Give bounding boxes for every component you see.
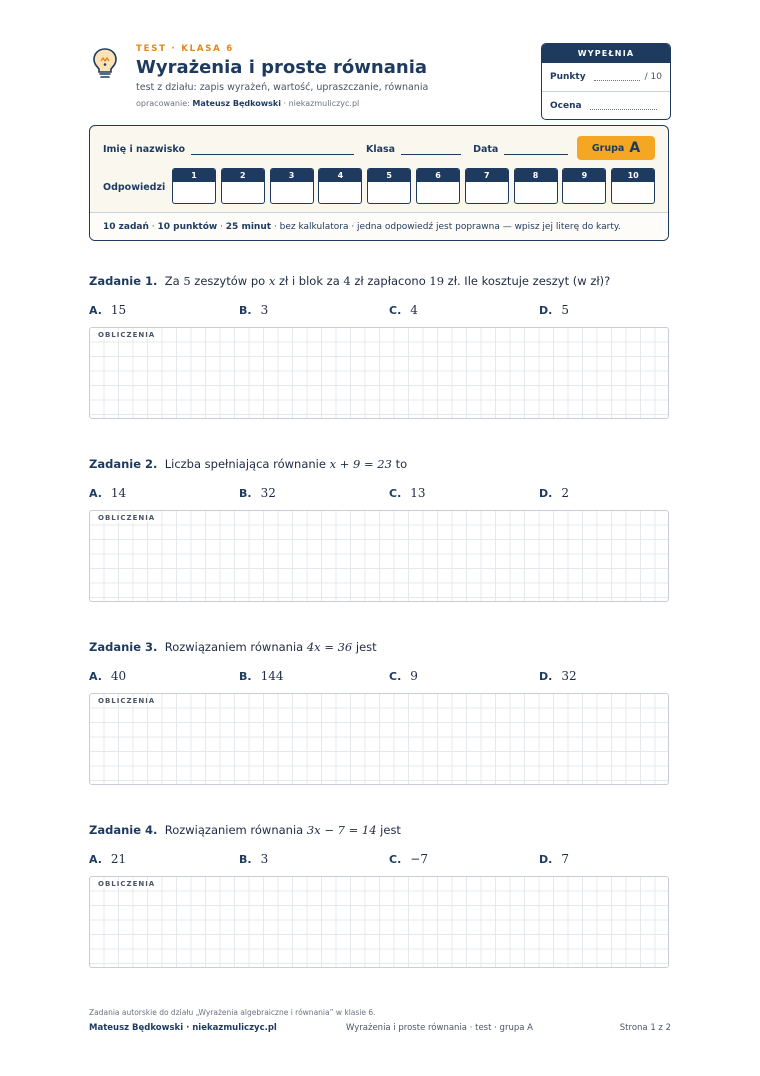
group-badge <box>577 136 655 160</box>
task-question <box>89 638 669 656</box>
calculation-label: OBLICZENIA <box>98 880 156 888</box>
page-title: Wyrażenia i proste równania <box>136 57 428 78</box>
answer-box-number: 1 <box>173 169 215 182</box>
answer-option[interactable] <box>539 301 569 320</box>
answer-option[interactable] <box>239 484 276 503</box>
question-text: jest <box>352 640 377 654</box>
answer-option[interactable] <box>389 484 426 503</box>
option-letter: B. <box>239 670 252 683</box>
option-value: 144 <box>260 669 284 683</box>
option-letter: A. <box>89 304 102 317</box>
points-label: Punkty <box>550 72 586 82</box>
answer-option[interactable] <box>89 850 126 869</box>
date-field[interactable] <box>504 145 568 155</box>
calculation-area[interactable] <box>89 876 669 968</box>
option-letter: A. <box>89 487 102 500</box>
teacher-box-heading: WYPEŁNIA NAUCZYCIEL <box>542 44 670 63</box>
option-value: 14 <box>110 486 127 500</box>
task-question <box>89 821 669 839</box>
answer-option[interactable] <box>89 667 126 686</box>
answer-box[interactable] <box>367 168 411 204</box>
answer-option[interactable] <box>239 301 268 320</box>
math-expression: 4 <box>343 274 351 288</box>
header <box>136 44 428 108</box>
answer-box-number: 10 <box>612 169 654 182</box>
calculation-area[interactable] <box>89 693 669 785</box>
credit-line <box>136 99 428 108</box>
info-time: 25 minut <box>225 222 272 232</box>
credit-author: Mateusz Będkowski <box>192 99 281 108</box>
task-question <box>89 455 669 473</box>
answer-box-number: 7 <box>466 169 508 182</box>
option-letter: C. <box>389 304 402 317</box>
student-info-row <box>103 144 580 155</box>
math-expression: 3x − 7 = 14 <box>306 823 377 837</box>
calculation-label: OBLICZENIA <box>98 331 156 339</box>
answer-options <box>89 667 669 685</box>
answer-options <box>89 850 669 868</box>
student-card <box>89 125 669 241</box>
info-rest: · bez kalkulatora · jedna odpowiedź jest poprawna — wpisz jej literę do karty. <box>273 222 621 232</box>
answer-box-number: 9 <box>563 169 605 182</box>
question-text: jest <box>376 823 401 837</box>
option-value: 9 <box>410 669 418 683</box>
answer-box[interactable] <box>172 168 216 204</box>
math-expression: x <box>268 274 276 288</box>
info-tasks: 10 zadań <box>103 222 149 232</box>
task-number: Zadanie 4. <box>89 823 158 837</box>
date-label: Data <box>473 144 499 155</box>
class-field[interactable] <box>401 145 461 155</box>
calculation-label: OBLICZENIA <box>98 697 156 705</box>
option-letter: C. <box>389 853 402 866</box>
group-label: Grupa <box>591 142 625 154</box>
answer-options <box>89 301 669 319</box>
answer-box[interactable] <box>611 168 655 204</box>
answer-option[interactable] <box>239 850 268 869</box>
option-letter: C. <box>389 487 402 500</box>
option-value: 15 <box>110 303 127 317</box>
option-letter: D. <box>539 670 553 683</box>
option-value: 5 <box>561 303 569 317</box>
credit-prefix: opracowanie: <box>136 99 190 108</box>
option-letter: B. <box>239 853 252 866</box>
option-value: 21 <box>110 852 127 866</box>
option-letter: A. <box>89 670 102 683</box>
task-number: Zadanie 1. <box>89 274 158 288</box>
task <box>89 455 669 602</box>
answer-option[interactable] <box>89 301 126 320</box>
question-text: zł i blok za <box>275 274 344 288</box>
task-number: Zadanie 2. <box>89 457 158 471</box>
option-value: 7 <box>561 852 569 866</box>
option-value: 4 <box>410 303 418 317</box>
question-text: zł. Ile kosztuje zeszyt (w zł)? <box>444 274 611 288</box>
answer-box[interactable] <box>318 168 362 204</box>
answer-option[interactable] <box>539 850 569 869</box>
task <box>89 821 669 968</box>
points-field[interactable] <box>594 73 640 81</box>
test-info: 10 zadań · 10 punktów · 25 minut · bez kalkulatora · jedna odpowiedź jest poprawna — wpisz jej literę do karty. <box>90 212 668 240</box>
teacher-box <box>541 43 671 120</box>
option-letter: A. <box>89 853 102 866</box>
question-text: Rozwiązaniem równania <box>164 640 307 654</box>
question-text: to <box>391 457 408 471</box>
grade-row <box>542 91 670 119</box>
calculation-label: OBLICZENIA <box>98 514 156 522</box>
group-letter: A <box>629 140 641 156</box>
footer-author: Mateusz Będkowski · niekazmuliczyc.pl <box>89 1023 277 1033</box>
option-letter: D. <box>539 487 553 500</box>
option-letter: C. <box>389 670 402 683</box>
option-value: 40 <box>110 669 127 683</box>
task-number: Zadanie 3. <box>89 640 158 654</box>
answer-box[interactable] <box>465 168 509 204</box>
question-text: Rozwiązaniem równania <box>164 823 307 837</box>
option-value: 3 <box>260 303 269 317</box>
option-value: 2 <box>561 486 569 500</box>
option-value: 32 <box>260 486 276 500</box>
answers-label: Odpowiedzi <box>103 182 166 193</box>
option-letter: D. <box>539 304 553 317</box>
eyebrow-label: TEST · KLASA 6 <box>136 44 235 54</box>
answer-box-number: 3 <box>271 169 313 182</box>
math-expression: 19 <box>429 274 445 288</box>
math-expression: 4x = 36 <box>306 640 353 654</box>
name-label: Imię i nazwisko <box>103 144 185 155</box>
question-text: zeszytów po <box>190 274 269 288</box>
class-label: Klasa <box>365 144 396 155</box>
answer-box[interactable] <box>270 168 314 204</box>
calculation-area[interactable] <box>89 510 669 602</box>
footer-note: Zadania autorskie do działu „Wyrażenia algebraiczne i równania” w klasie 6. <box>89 1008 376 1017</box>
answer-box-number: 4 <box>319 169 361 182</box>
answer-option[interactable] <box>89 484 126 503</box>
option-letter: D. <box>539 853 553 866</box>
option-value: −7 <box>410 852 428 866</box>
option-value: 3 <box>260 852 269 866</box>
credit-site: · niekazmuliczyc.pl <box>283 99 360 108</box>
info-points: 10 punktów <box>157 222 218 232</box>
answer-option[interactable] <box>239 667 283 686</box>
answer-option[interactable] <box>389 301 418 320</box>
page-number: Strona 1 z 2 <box>619 1023 671 1033</box>
option-value: 32 <box>561 669 577 683</box>
question-text: Za <box>164 274 184 288</box>
question-text: Liczba spełniająca równanie <box>164 457 330 471</box>
answer-box[interactable] <box>514 168 558 204</box>
answer-option[interactable] <box>539 667 577 686</box>
task <box>89 272 669 419</box>
option-letter: B. <box>239 304 252 317</box>
answer-box[interactable] <box>562 168 606 204</box>
grade-label: Ocena <box>550 100 582 111</box>
answer-option[interactable] <box>389 850 428 869</box>
points-max: / 10 <box>644 72 662 82</box>
name-field[interactable] <box>191 145 354 155</box>
task <box>89 638 669 785</box>
grade-field[interactable] <box>590 102 657 110</box>
math-expression: x + 9 = 23 <box>329 457 392 471</box>
answer-box-number: 2 <box>222 169 264 182</box>
answer-option[interactable] <box>539 484 569 503</box>
answer-box-number: 8 <box>515 169 557 182</box>
option-value: 13 <box>410 486 426 500</box>
option-letter: B. <box>239 487 252 500</box>
answer-box-number: 6 <box>417 169 459 182</box>
answer-options <box>89 484 669 502</box>
question-text: zł zapłacono <box>350 274 430 288</box>
answer-box[interactable] <box>221 168 265 204</box>
answer-box[interactable] <box>416 168 460 204</box>
footer-title: Wyrażenia i proste równania · test · grupa A <box>346 1023 533 1033</box>
task-question <box>89 272 669 290</box>
answer-option[interactable] <box>389 667 418 686</box>
math-expression: 5 <box>183 274 191 288</box>
answer-box-number: 5 <box>368 169 410 182</box>
page-subtitle: test z działu: zapis wyrażeń, wartość, upraszczanie, równania <box>136 82 429 93</box>
calculation-area[interactable] <box>89 327 669 419</box>
lightbulb-icon <box>90 46 120 80</box>
